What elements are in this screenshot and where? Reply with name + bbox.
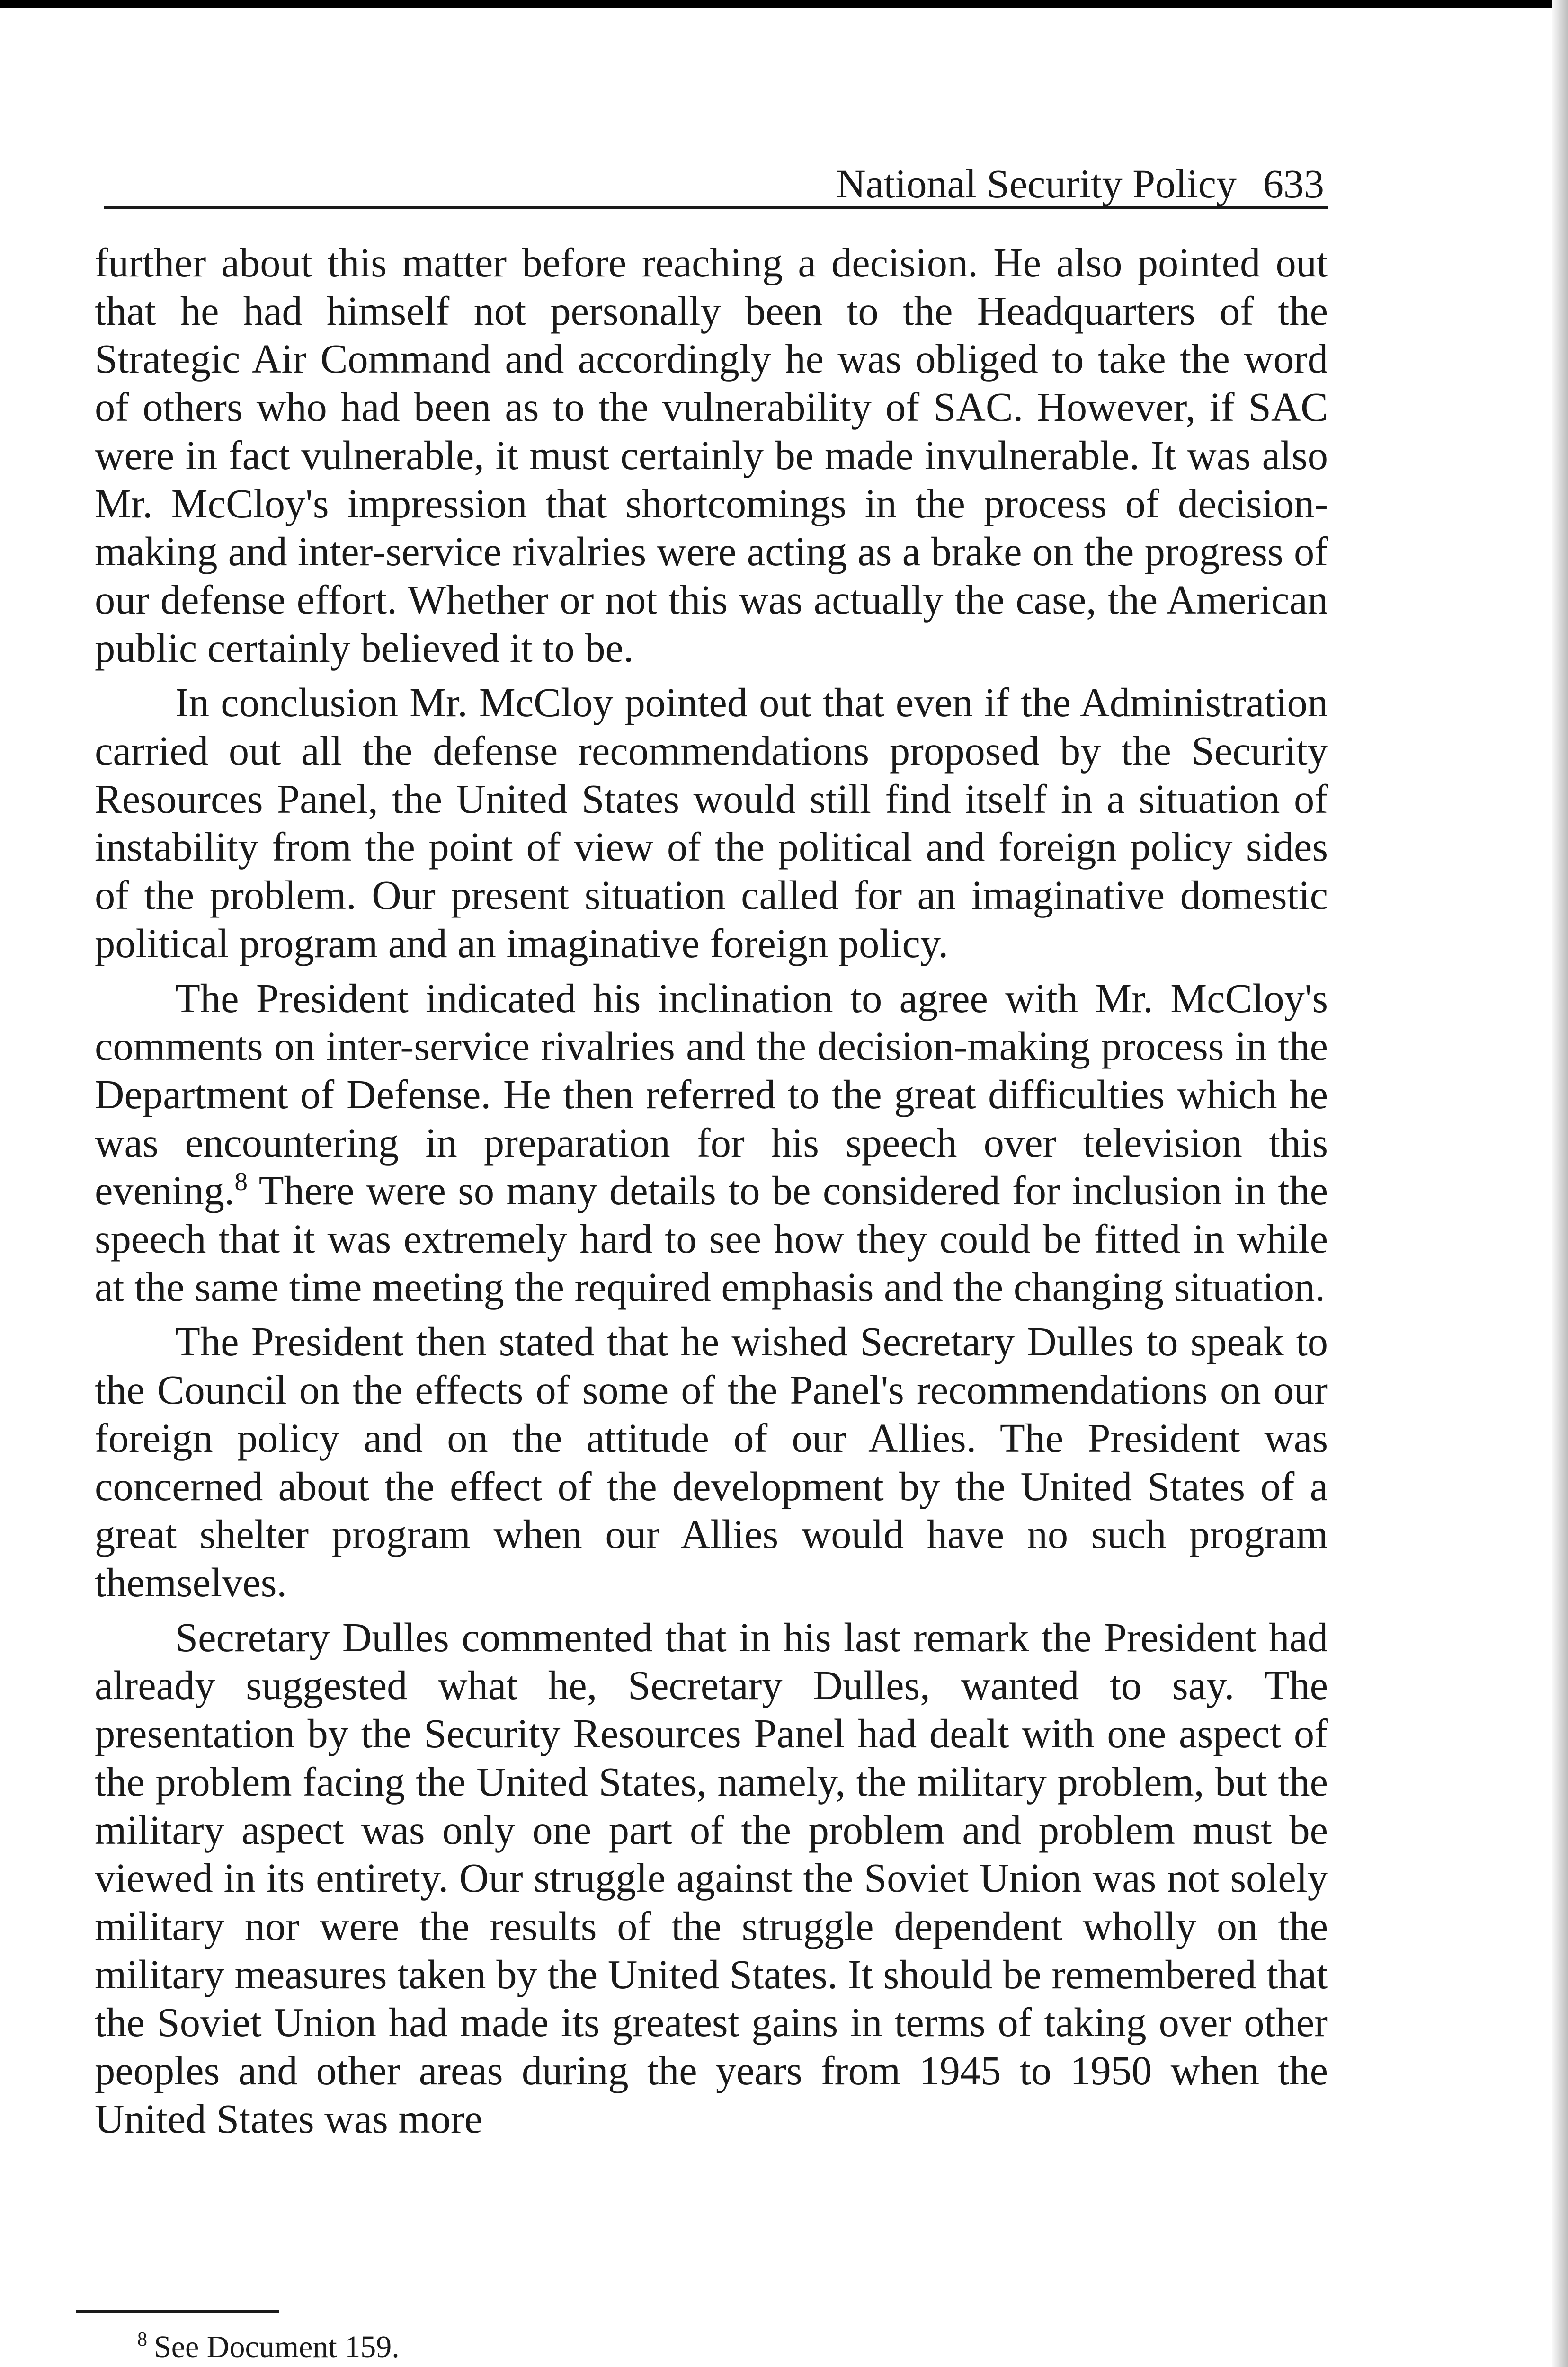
running-header [104,154,1328,209]
running-header-text [836,163,1324,204]
footnote [137,2331,400,2363]
running-header-title: National Security Policy [836,161,1237,206]
paragraph-1: further about this matter before reaching a decision. He also pointed out that he had himself not personally been to the Headquarters of the Strategic Air Command and accordingly he was obliged to take the word of others who had been as to the vulnerability of SAC. However, if SAC were in fact vulnerable, it must certainly be made invulnerable. It was also Mr. McCloy's impression that shortcomings in the process of decision-making and inter-service rivalries were acting as a brake on the progress of our defense effort. Whether or not this was actually the case, the American public certainly believed it to be. [95,240,1328,671]
body-text [95,239,1328,2150]
footnote-rule [76,2310,279,2313]
paragraph-5: Secretary Dulles commented that in his last remark the President had already suggested what he, Secretary Dulles, wanted to say. The presentation by the Security Resources Panel had dealt with one aspect of the problem facing the United States, namely, the military problem, but the military aspect was only one part of the problem and problem must be viewed in its entirety. Our struggle against the Soviet Union was not solely military nor were the results of the struggle dependent wholly on the military measures taken by the United States. It should be remembered that the Soviet Union had made its greatest gains in terms of taking over other peoples and other areas during the years from 1945 to 1950 when the United States was more [95,1614,1328,2142]
paragraph-3 [95,975,1328,1312]
footnote-marker: 8 [137,2329,147,2350]
paragraph-2: In conclusion Mr. McCloy pointed out that even if the Administration carried out all the defense recommendations proposed by the Security Resources Panel, the United States would still find itself in a situation of instability from the point of view of the political and foreign policy sides of the problem. Our present situation called for an imaginative domestic political program and an imaginative foreign policy. [95,680,1328,966]
paragraph-4: The President then stated that he wished Secretary Dulles to speak to the Council on the effects of some of the Panel's recommendations on our foreign policy and on the attitude of our Allies. The President was concerned about the effect of the development by the United States of a great shelter program when our Allies would have no such program themselves. [95,1319,1328,1605]
footnote-text: See Document 159. [154,2330,400,2364]
page-binding-edge [1552,0,1568,2367]
page-number: 633 [1263,161,1324,206]
page-top-edge [0,0,1568,8]
paragraph-3-text-after-note: There were so many details to be considered for inclusion in the speech that it was extremely hard to see how they could be fitted in while at the same time meeting the required emphasis and the changing situation. [95,1168,1328,1310]
paragraph-3-text-before-note: The President indicated his inclination to agree with Mr. McCloy's comments on inter-service rivalries and the decision-making process in the Department of Defense. He then referred to the great difficulties which he was encountering in preparation for his speech over television this evening. [95,975,1328,1214]
footnote-reference-8[interactable]: 8 [234,1167,248,1196]
